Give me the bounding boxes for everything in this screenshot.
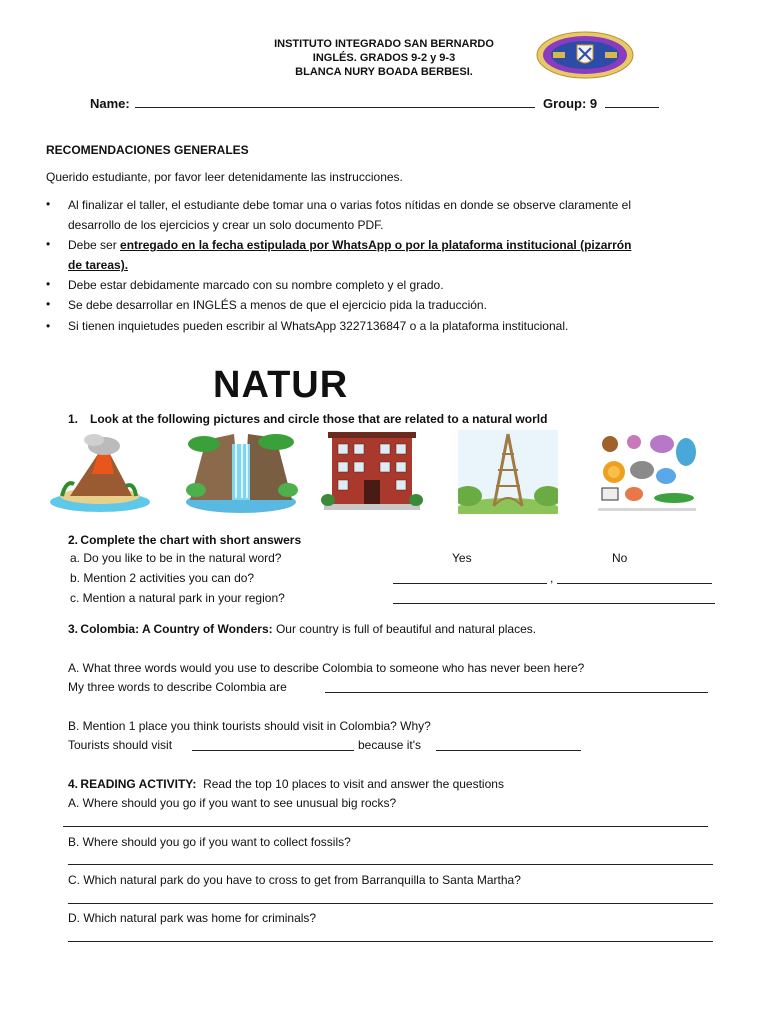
course-name: INGLÉS. GRADOS 9-2 y 9-3 [312,52,456,64]
q2-yes-option[interactable]: Yes [452,551,472,565]
building-picture[interactable] [320,430,424,514]
bullet-1-line1: Al finalizar el taller, el estudiante debe tomar una o varias fotos nítidas en donde se observe claramente el [68,198,631,212]
recommendations-heading: RECOMENDACIONES GENERALES [46,143,249,157]
q4-answer-c-field[interactable] [68,903,713,904]
bullet-2-bold: entregado en la fecha estipulada por WhatsApp o por la plataforma institucional (pizarrón [120,238,632,252]
waterfall-picture[interactable] [184,430,298,514]
volcano-picture[interactable] [48,430,152,514]
group-field[interactable] [605,107,659,108]
q4-title: 4. READING ACTIVITY: [68,777,197,791]
school-logo [535,30,635,80]
q2-question-a: a. Do you like to be in the natural word? [70,551,282,565]
q3-title-row [68,622,536,636]
q2-park-field[interactable] [393,603,715,604]
name-field[interactable] [135,107,535,108]
q4-title-row [68,777,504,791]
bullet-2-line2: de tareas). [68,258,129,272]
bullet-2-line1 [68,238,631,252]
q3-answer-a-label: My three words to describe Colombia are [68,680,287,694]
q2-question-c: c. Mention a natural park in your region? [70,591,285,605]
q2-question-b: b. Mention 2 activities you can do? [70,571,255,585]
q2-comma: , [550,571,554,585]
eiffel-tower-picture[interactable] [458,430,558,514]
teacher-name: BLANCA NURY BOADA BERBESI. [295,66,473,78]
bullet-icon: • [46,197,51,211]
q2-no-option[interactable]: No [612,551,628,565]
q4-question-c: C. Which natural park do you have to cross to get from Barranquilla to Santa Martha? [68,873,521,887]
bullet-icon: • [46,277,51,291]
q3-place-field[interactable] [192,750,354,751]
name-label: Name: [90,96,130,111]
q4-question-b: B. Where should you go if you want to collect fossils? [68,835,351,849]
q3-three-words-field[interactable] [325,692,708,693]
q3-question-b: B. Mention 1 place you think tourists should visit in Colombia? Why? [68,719,431,733]
q2-activity-2-field[interactable] [557,583,712,584]
animals-picture[interactable] [594,430,700,514]
bullet-icon: • [46,237,51,251]
school-name: INSTITUTO INTEGRADO SAN BERNARDO [274,38,494,50]
q4-answer-b-field[interactable] [68,864,713,865]
q3-title: 3. Colombia: A Country of Wonders: [68,622,273,636]
q4-question-a: A. Where should you go if you want to see unusual big rocks? [68,796,397,810]
bullet-icon: • [46,297,51,311]
q3-answer-b-label-2: because it's [358,738,421,752]
q3-reason-field[interactable] [436,750,581,751]
bullet-5: Si tienen inquietudes pueden escribir al WhatsApp 3227136847 o a la plataforma institucional. [68,319,569,333]
q3-question-a: A. What three words would you use to describe Colombia to someone who has never been here? [68,661,585,675]
bullet-3: Debe estar debidamente marcado con su nombre completo y el grado. [68,278,444,292]
q4-title-rest: Read the top 10 places to visit and answer the questions [203,777,504,791]
bullet-1-line2: desarrollo de los ejercicios y crear un solo documento PDF. [68,218,384,232]
big-title: NATUR [213,364,349,406]
bullet-icon: • [46,319,51,333]
q2-activity-1-field[interactable] [393,583,547,584]
bullet-2-prefix: Debe ser [68,238,121,252]
q2-title: 2. Complete the chart with short answers [68,533,302,547]
q4-question-d: D. Which natural park was home for criminals? [68,911,317,925]
q4-answer-d-field[interactable] [68,941,713,942]
q1-text: Look at the following pictures and circle those that are related to a natural world [90,412,548,426]
recommendations-intro: Querido estudiante, por favor leer detenidamente las instrucciones. [46,170,403,184]
group-label: Group: 9 [543,96,598,111]
bullet-4: Se debe desarrollar en INGLÉS a menos de que el ejercicio pida la traducción. [68,298,487,312]
q1-number: 1. [68,412,79,426]
q3-title-rest: Our country is full of beautiful and natural places. [275,622,537,636]
q4-answer-a-field[interactable] [63,826,708,827]
q3-answer-b-label-1: Tourists should visit [68,738,173,752]
